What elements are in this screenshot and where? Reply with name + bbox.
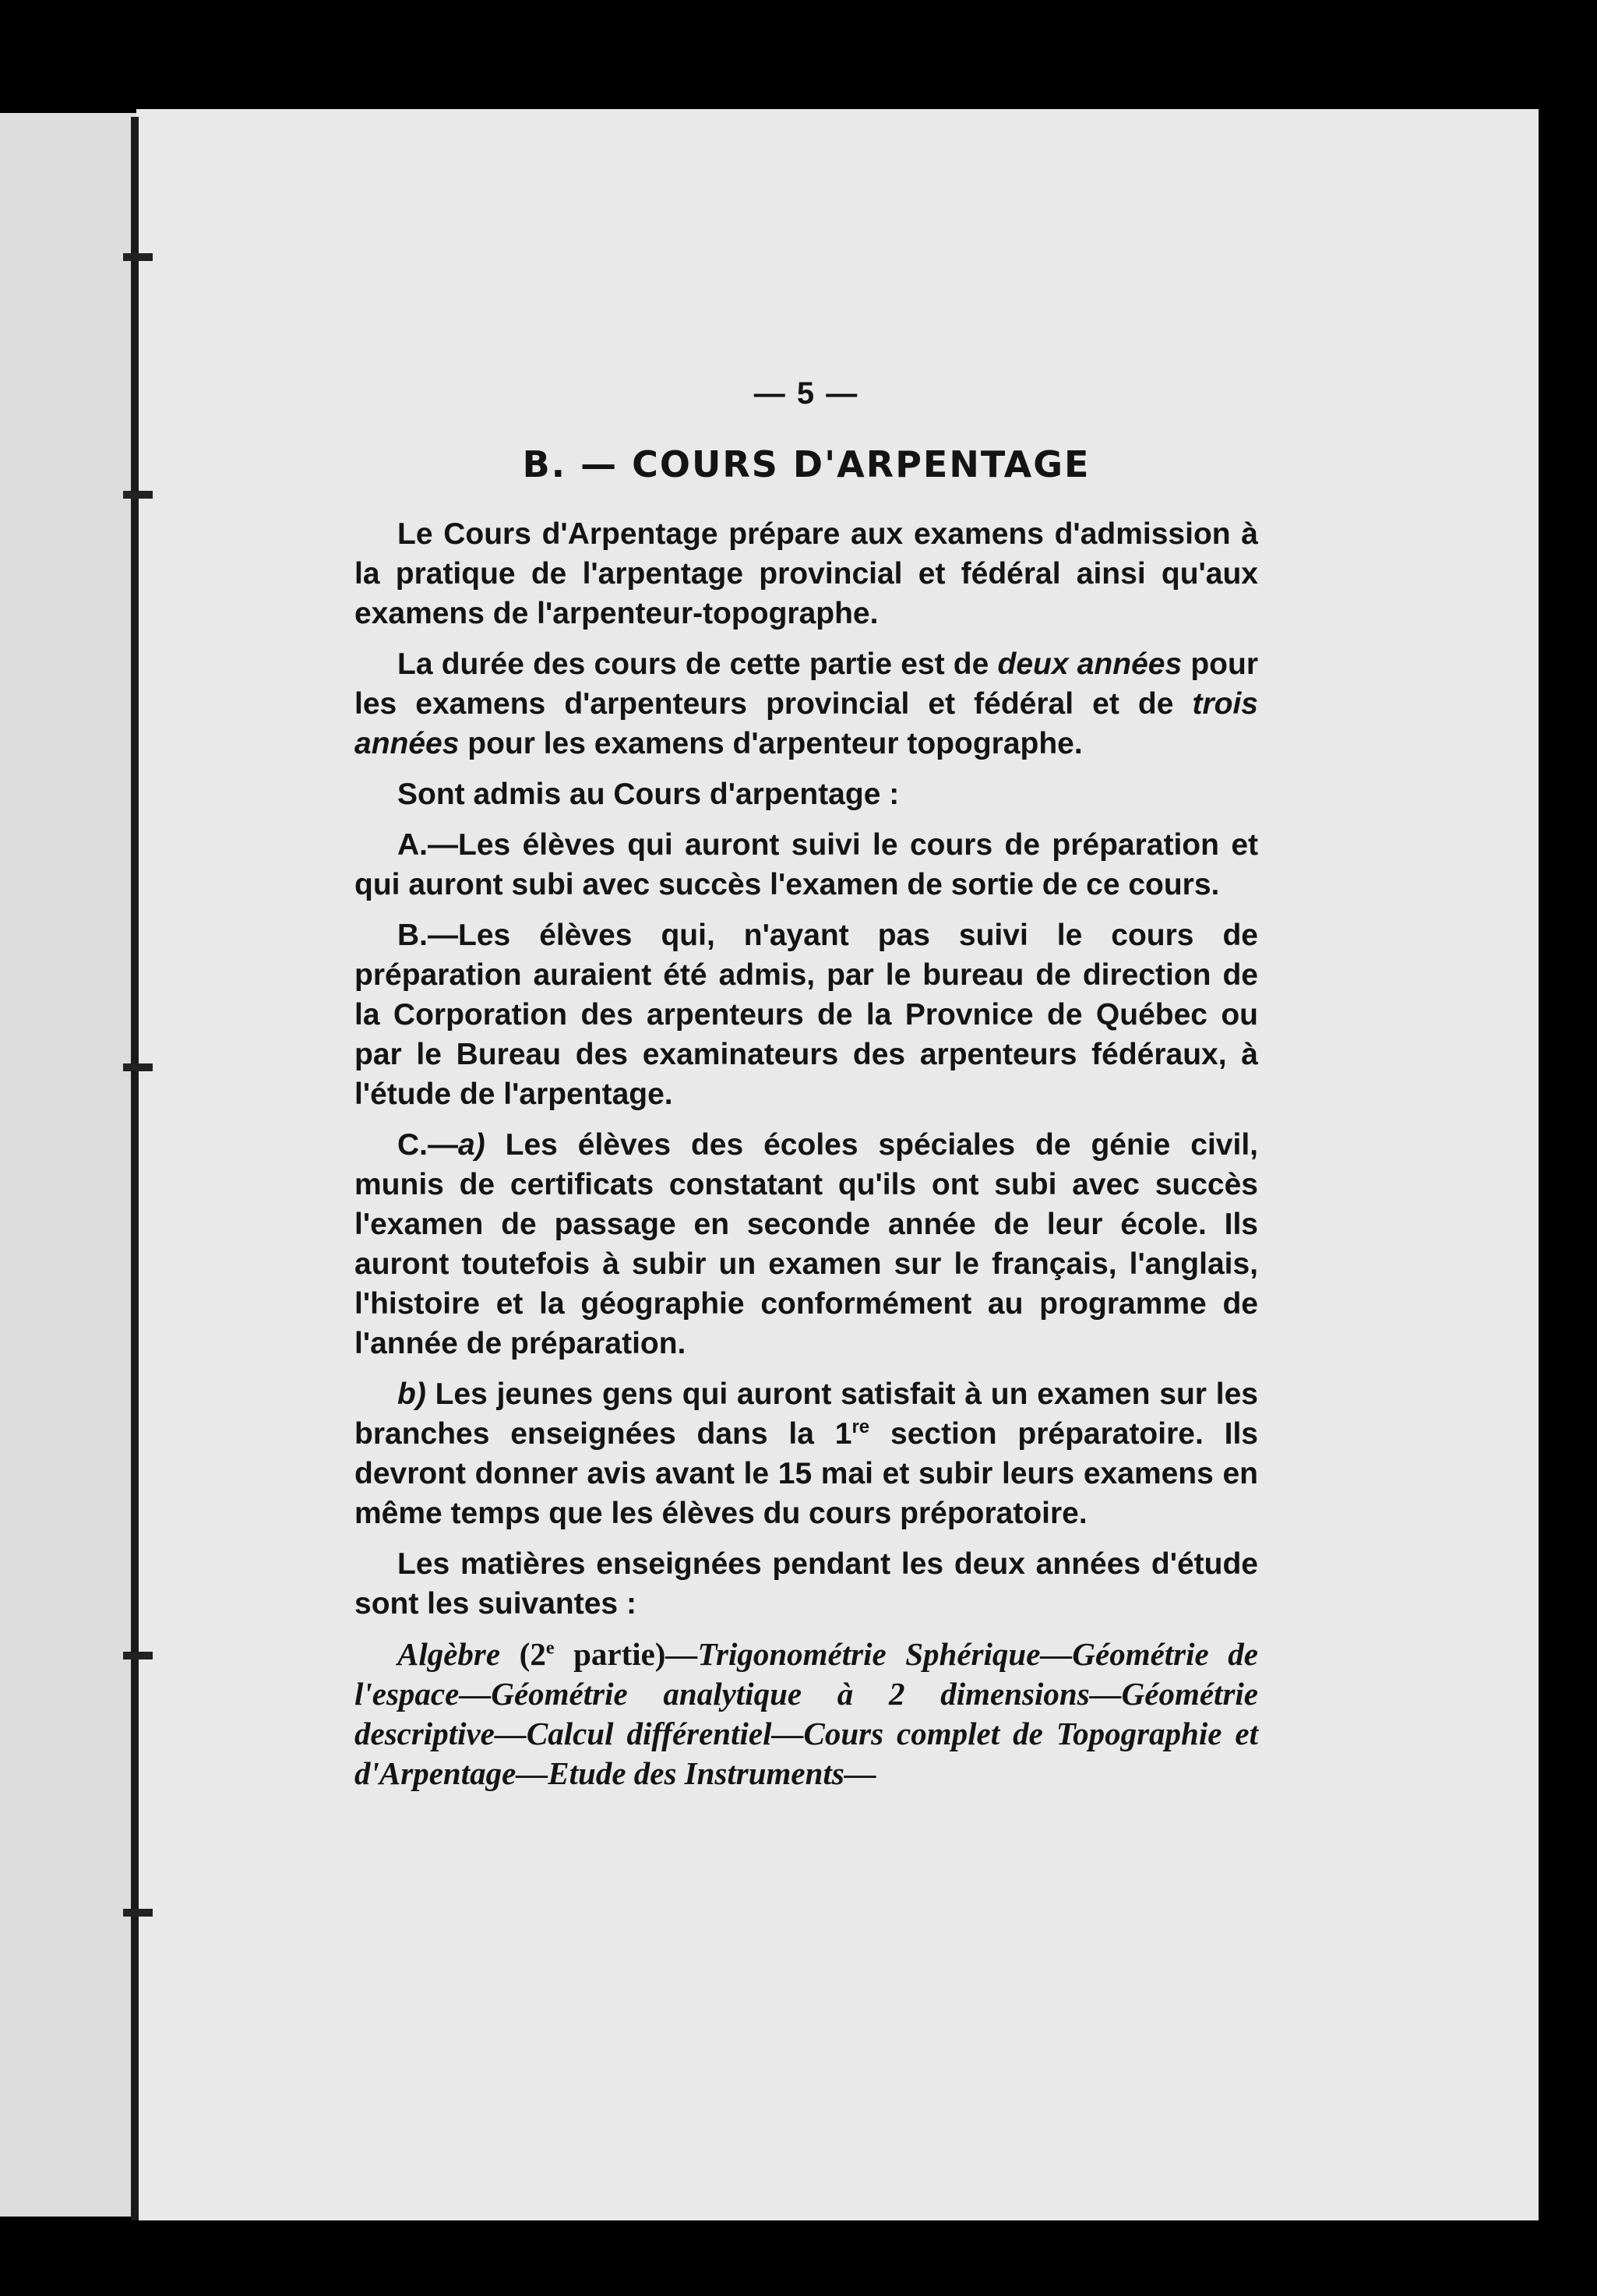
paragraph xyxy=(354,1374,1258,1533)
text-run: La durée des cours de cette partie est de xyxy=(397,647,998,681)
paragraph xyxy=(354,644,1258,764)
text-run: —Trigonométrie Sphérique—Géométrie de l'espace—Géométrie analytique à 2 dimensions—Géométrie descriptive—Calcul différentiel—Cours complet de Topographie et d'Arpentage—Etude des Instruments— xyxy=(354,1636,1258,1791)
binding-stitch xyxy=(123,1652,153,1659)
emphasis: trois années xyxy=(354,687,1258,760)
text-run: Algèbre xyxy=(397,1636,501,1672)
paragraph: Les matières enseignées pendant les deux années d'étude sont les suivantes : xyxy=(354,1547,1258,1621)
superscript: re xyxy=(851,1416,870,1437)
course-list xyxy=(354,1635,1258,1793)
paragraph: Le Cours d'Arpentage prépare aux examens d'admission à la pratique de l'arpentage provincial et fédéral ainsi qu'aux examens de l'arpenteur-topographe. xyxy=(354,517,1258,630)
page-content xyxy=(354,374,1258,1804)
binding-stitch xyxy=(123,1909,153,1917)
text-run: Les jeunes gens qui auront satisfait à un examen sur les branches enseignées dans la 1 xyxy=(354,1377,1258,1451)
binding-stitch xyxy=(123,491,153,499)
paragraph: B.—Les élèves qui, n'ayant pas suivi le cours de préparation auraient été admis, par le bureau de direction de la Corporation des arpenteurs de la Provnice de Québec ou par le Bureau des examinateurs des arpenteurs fédéraux, à l'étude de l'arpentage. xyxy=(354,919,1258,1111)
text-run: section préparatoire. Ils devront donner avis avant le 15 mai et subir leurs examens en même temps que les élèves du cours préporatoire. xyxy=(354,1417,1258,1530)
page-number: — 5 — xyxy=(753,376,859,411)
binding-stitch xyxy=(123,253,153,261)
emphasis: deux années xyxy=(997,647,1183,681)
emphasis: b) xyxy=(397,1377,426,1411)
paragraph xyxy=(354,1125,1258,1363)
facing-page-edge xyxy=(0,113,136,2217)
text-run: C.— xyxy=(397,1128,458,1162)
paragraph: A.—Les élèves qui auront suivi le cours de préparation et qui auront subi avec succès l'examen de sortie de ce cours. xyxy=(354,828,1258,901)
binding-stitch xyxy=(123,1063,153,1071)
text-run: pour les examens d'arpenteur topographe. xyxy=(459,727,1083,760)
text-run: pour les examens d'arpenteurs provincial et fédéral et de xyxy=(354,647,1258,721)
superscript: e xyxy=(545,1638,555,1659)
binding-spine xyxy=(131,117,139,2220)
text-run: Les élèves des écoles spéciales de génie civil, munis de certificats constatant qu'ils ont subi avec succès l'examen de passage en seconde année de leur école. Ils auront toutefois à subir un examen sur le français, l'anglais, l'histoire et la géographie conformément au programme de l'année de préparation. xyxy=(354,1128,1258,1360)
section-heading: B. — COURS D'ARPENTAGE xyxy=(522,443,1091,485)
text-run: partie) xyxy=(554,1636,666,1672)
emphasis: a) xyxy=(458,1128,485,1162)
paragraph: Sont admis au Cours d'arpentage : xyxy=(397,778,900,811)
text-run: (2 xyxy=(500,1636,546,1672)
